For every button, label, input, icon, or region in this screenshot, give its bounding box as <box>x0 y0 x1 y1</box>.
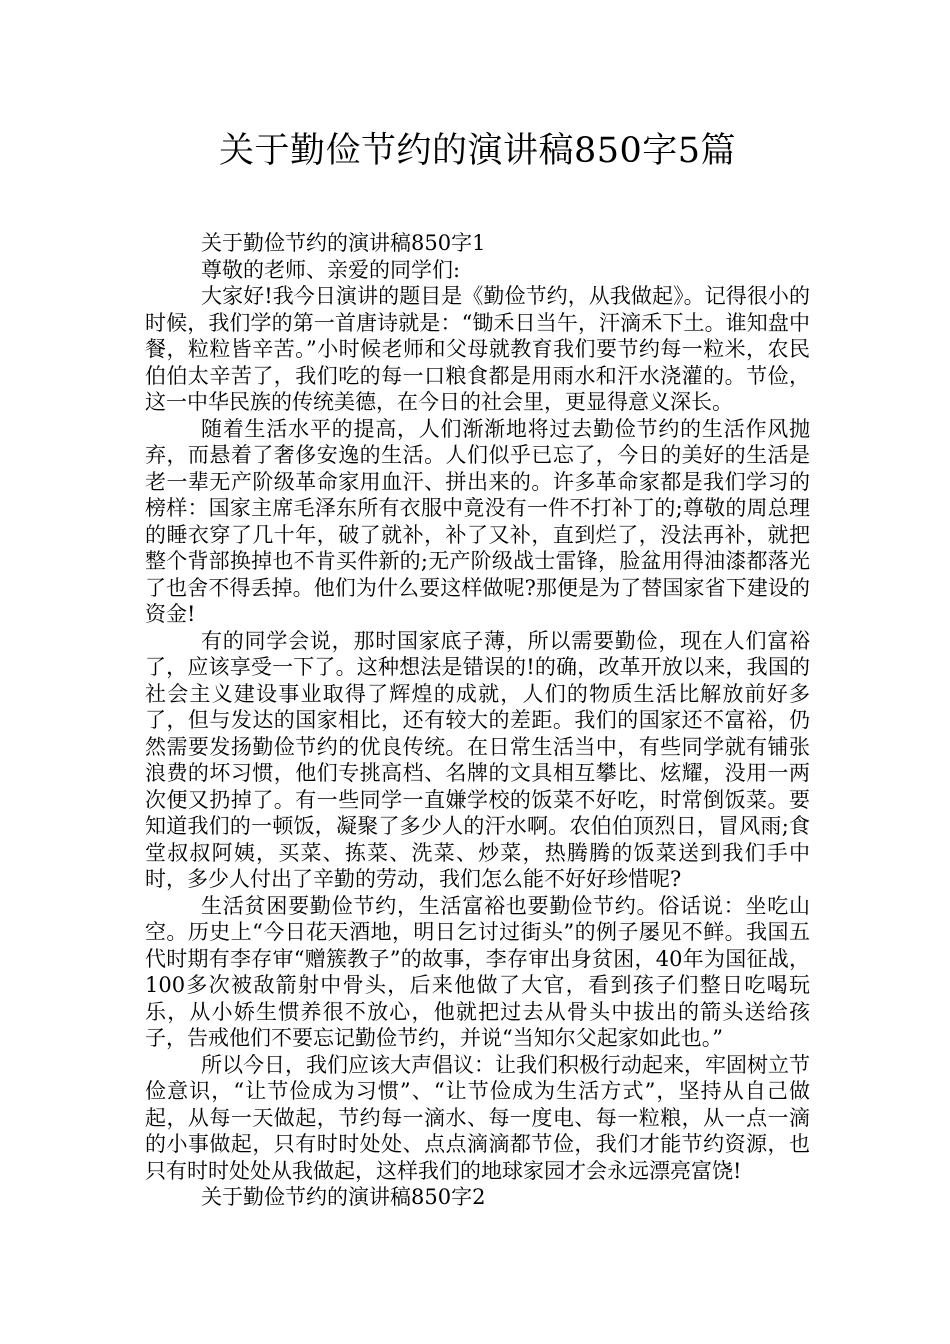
section-heading-2: 关于勤俭节约的演讲稿850字2 <box>201 1185 486 1209</box>
paragraph-3: 有的同学会说，那时国家底子薄，所以需要勤俭，现在人们富裕了，应该享受一下了。这种想法是错误的!的确，改革开放以来，我国的社会主义建设事业取得了辉煌的成就，人们的物质生活比解放前好多了，但与发达的国家相比，还有较大的差距。我们的国家还不富裕，仍然需要发扬勤俭节约的优良传统。在日常生活当中，有些同学就有铺张浪费的坏习惯，他们专挑高档、名牌的文具相互攀比、炫耀，没用一两次便又扔掉了。有一些同学一直嫌学校的饭菜不好吃，时常倒饭菜。要知道我们的一顿饭，凝聚了多少人的汗水啊。农伯伯顶烈日，冒风雨;食堂叔叔阿姨，买菜、拣菜、洗菜、炒菜，热腾腾的饭菜送到我们手中时，多少人付出了辛勤的劳动，我们怎么能不好好珍惜呢? <box>145 628 810 891</box>
paragraph-2: 随着生活水平的提高，人们渐渐地将过去勤俭节约的生活作风抛弃，而悬着了奢侈安逸的生活。人们似乎已忘了，今日的美好的生活是老一辈无产阶级革命家用血汗、拼出来的。许多革命家都是我们学习的榜样：国家主席毛泽东所有衣服中竟没有一件不打补丁的;尊敬的周总理的睡衣穿了几十年，破了就补，补了又补，直到烂了，没法再补，就把整个背部换掉也不肯买件新的;无产阶级战士雷锋，脸盆用得油漆都落光了也舍不得丢掉。他们为什么要这样做呢?那便是为了替国家省下建设的资金! <box>145 416 810 626</box>
document-title: 关于勤俭节约的演讲稿850字5篇 <box>218 131 737 171</box>
paragraph-5: 所以今日，我们应该大声倡议：让我们积极行动起来，牢固树立节俭意识，“让节俭成为习惯”、“让节俭成为生活方式”，坚持从自己做起，从每一天做起，节约每一滴水、每一度电、每一粒粮，从一点一滴的小事做起，只有时时处处、点点滴滴都节俭，我们才能节约资源，也只有时时处处从我做起，这样我们的地球家园才会永远漂亮富饶! <box>145 1052 810 1183</box>
salutation: 尊敬的老师、亲爱的同学们: <box>201 257 461 282</box>
document-page <box>145 126 810 1211</box>
section-heading-1: 关于勤俭节约的演讲稿850字1 <box>201 231 486 255</box>
paragraph-4: 生活贫困要勤俭节约，生活富裕也要勤俭节约。俗话说：坐吃山空。历史上“今日花天酒地，明日乞讨过街头”的例子屡见不鲜。我国五代时期有李存审“赠簇教子”的故事，李存审出身贫困，40年为国征战，100多次被敌箭射中骨头，后来他做了大官，看到孩子们整日吃喝玩乐，从小娇生惯养很不放心，他就把过去从骨头中拔出的箭头送给孩子，告戒他们不要忘记勤俭节约，并说“当知尔父起家如此也。” <box>145 893 810 1050</box>
paragraph-1: 大家好!我今日演讲的题目是《勤俭节约，从我做起》。记得很小的时候，我们学的第一首唐诗就是：“锄禾日当午，汗滴禾下土。谁知盘中餐，粒粒皆辛苦。”小时候老师和父母就教育我们要节约每一粒米，农民伯伯太辛苦了，我们吃的每一口粮食都是用雨水和汗水浇灌的。节俭，这一中华民族的传统美德，在今日的社会里，更显得意义深长。 <box>145 284 810 414</box>
